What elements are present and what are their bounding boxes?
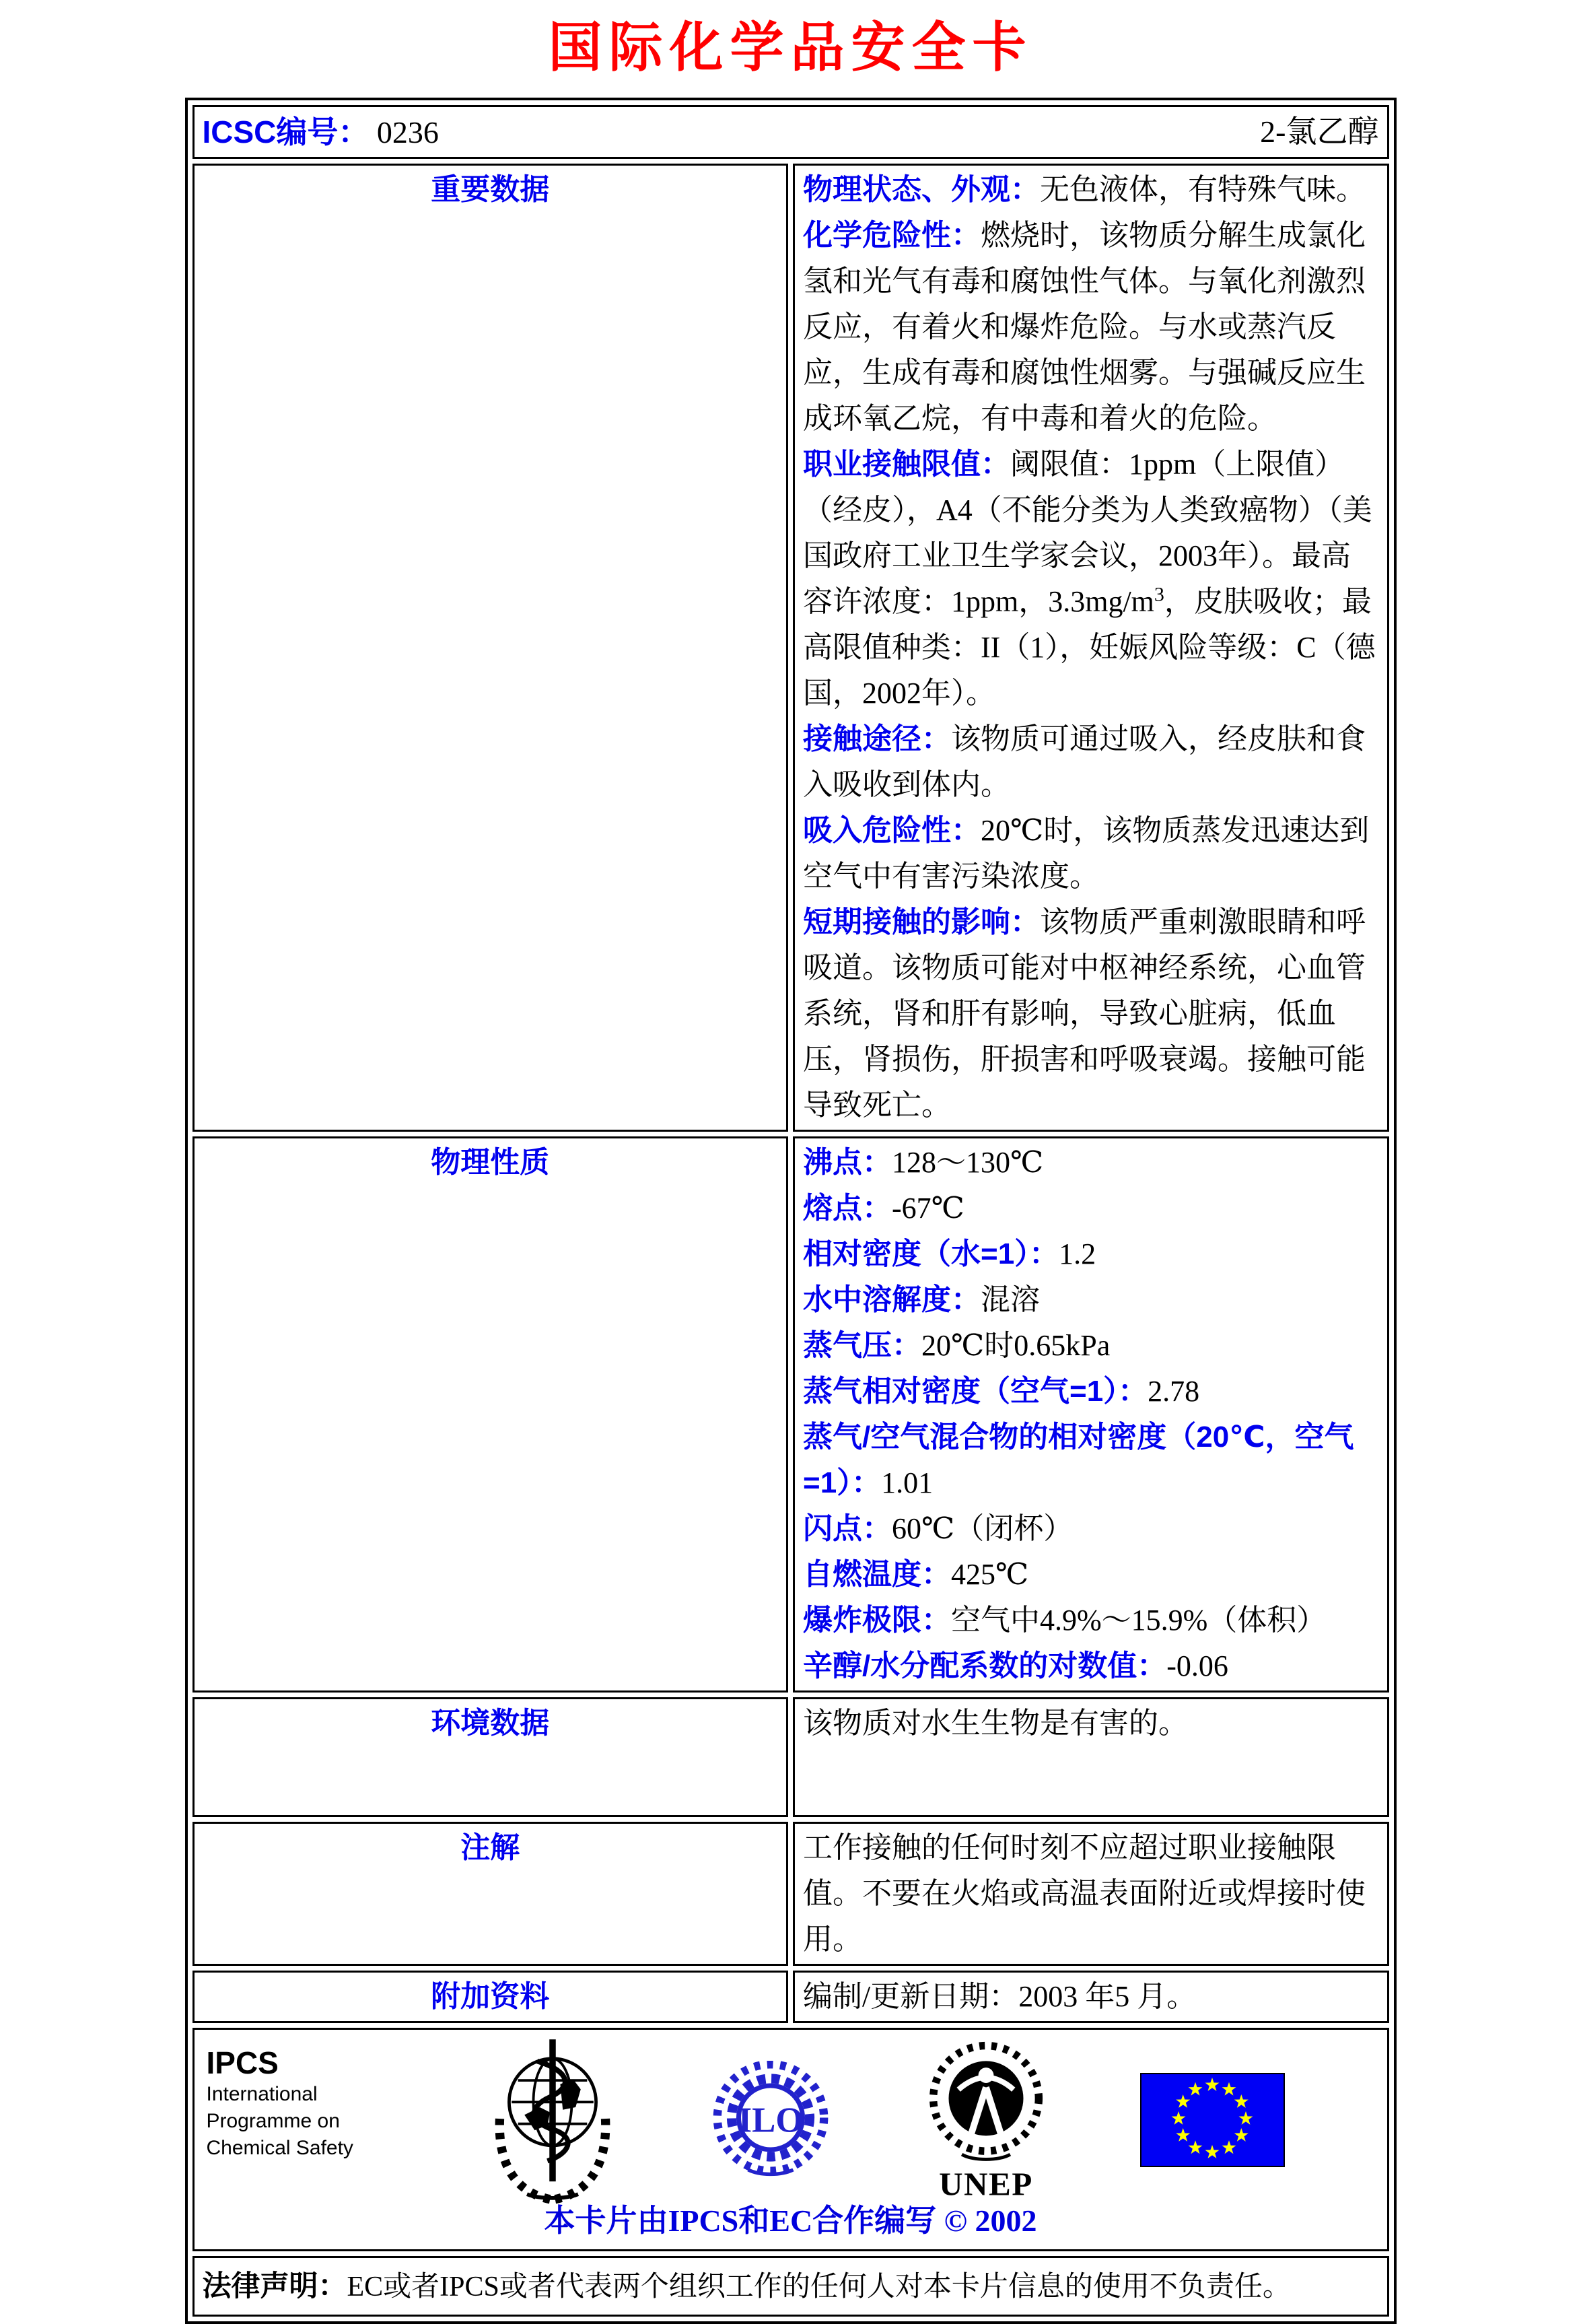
environment-text: 该物质对水生生物是有害的。 [803, 1707, 1188, 1740]
icsc-card-table [185, 98, 1397, 2324]
unep-icon [925, 2041, 1047, 2213]
header-row [192, 105, 1389, 159]
icsc-number-label: ICSC编号： [202, 114, 370, 149]
icsc-number-group [203, 109, 439, 156]
who-icon [489, 2035, 617, 2218]
property-line: 闪点：60℃（闭杯） [803, 1512, 1074, 1545]
logos-row [192, 2028, 1389, 2251]
environment-data-row-label: 环境数据 [192, 1697, 789, 1817]
unep-logo-text: UNEP [938, 2164, 1033, 2199]
property-line: 沸点：128～130℃ [803, 1146, 1044, 1179]
notes-text: 工作接触的任何时刻不应超过职业接触限值。不要在火焰或高温表面附近或焊接时使用。 [803, 1831, 1366, 1956]
ilo-icon [710, 2061, 831, 2193]
notes-row-label: 注解 [192, 1822, 789, 1966]
property-line: 爆炸极限：空气中4.9%～15.9%（体积） [803, 1604, 1327, 1637]
cooperation-caption: 本卡片由IPCS和EC合作编写 © 2002 [544, 2203, 1037, 2238]
physical-properties-row [192, 1136, 1389, 1693]
property-line: 蒸气相对密度（空气=1）：2.78 [803, 1375, 1200, 1408]
data-item: 职业接触限值：阈限值：1ppm（上限值）（经皮），A4（不能分类为人类致癌物）（美国政府工业卫生学家会议，2003年）。最高容许浓度：1ppm，$3.3mg/m^3$，皮肤吸收；最高限值种类：II（1），妊娠风险等级：C（德国，2002年）。 [803, 448, 1376, 710]
property-line: 熔点：-67℃ [803, 1192, 964, 1225]
chemical-name: 2-氯乙醇 [1260, 114, 1379, 149]
legal-notice-label: 法律声明： [202, 2269, 347, 2302]
property-line: 自燃温度：425℃ [803, 1558, 1029, 1591]
legal-notice: 法律声明：EC或者IPCS或者代表两个组织工作的任何人对本卡片信息的使用不负责任。 [202, 2269, 1291, 2302]
legal-row [192, 2256, 1389, 2317]
ipcs-text-block: IPCS International Programme on Chemical Safety [207, 2035, 395, 2162]
important-data-row [192, 164, 1389, 1132]
data-item: 吸入危险性：20℃时，该物质蒸发迅速达到空气中有害污染浓度。 [803, 814, 1370, 893]
property-line: 相对密度（水=1）：1.2 [803, 1237, 1096, 1270]
logos-cell [192, 2028, 1389, 2251]
data-item: 物理状态、外观：无色液体，有特殊气味。 [803, 173, 1366, 206]
notes-row [192, 1822, 1389, 1966]
header-cell [192, 105, 1389, 159]
legal-cell [192, 2256, 1389, 2317]
property-line: 水中溶解度：混溶 [803, 1283, 1040, 1316]
eu-flag-icon [1140, 2073, 1285, 2181]
important-data-row-label: 重要数据 [192, 164, 789, 1132]
ilo-logo-text: ILO [738, 2100, 804, 2140]
data-item: 化学危险性：燃烧时，该物质分解生成氯化氢和光气有毒和腐蚀性气体。与氧化剂激烈反应，有着火和爆炸危险。与水或蒸汽反应，生成有毒和腐蚀性烟雾。与强碱反应生成环氧乙烷，有中毒和着火的危险。 [803, 219, 1366, 435]
ipcs-acronym: IPCS [206, 2045, 279, 2080]
data-item: 接触途径：该物质可通过吸入，经皮肤和食入吸收到体内。 [803, 722, 1366, 801]
additional-info-row-label: 附加资料 [192, 1971, 789, 2023]
property-line: 蒸气压：20℃时0.65kPa [803, 1329, 1111, 1362]
additional-info-row [192, 1971, 1389, 2023]
environment-data-cell [793, 1697, 1389, 1817]
page-title: 国际化学品安全卡 [548, 19, 1033, 78]
additional-info-cell [793, 1971, 1389, 2023]
environment-data-row [192, 1697, 1389, 1817]
property-line: 蒸气/空气混合物的相对密度（20℃，空气=1）：1.01 [803, 1421, 1354, 1499]
physical-properties-row-label: 物理性质 [192, 1136, 789, 1693]
notes-cell [793, 1822, 1389, 1966]
data-item: 短期接触的影响：该物质严重刺激眼睛和呼吸道。该物质可能对中枢神经系统，心血管系统，肾和肝有影响，导致心脏病，低血压，肾损伤，肝损害和呼吸衰竭。接触可能导致死亡。 [803, 905, 1366, 1122]
property-line: 辛醇/水分配系数的对数值：-0.06 [803, 1649, 1228, 1682]
additional-info-text: 编制/更新日期：2003 年5 月。 [803, 1980, 1197, 2013]
important-data-cell [793, 164, 1389, 1132]
icsc-number-value: 0236 [376, 114, 439, 149]
physical-properties-cell [793, 1136, 1389, 1693]
